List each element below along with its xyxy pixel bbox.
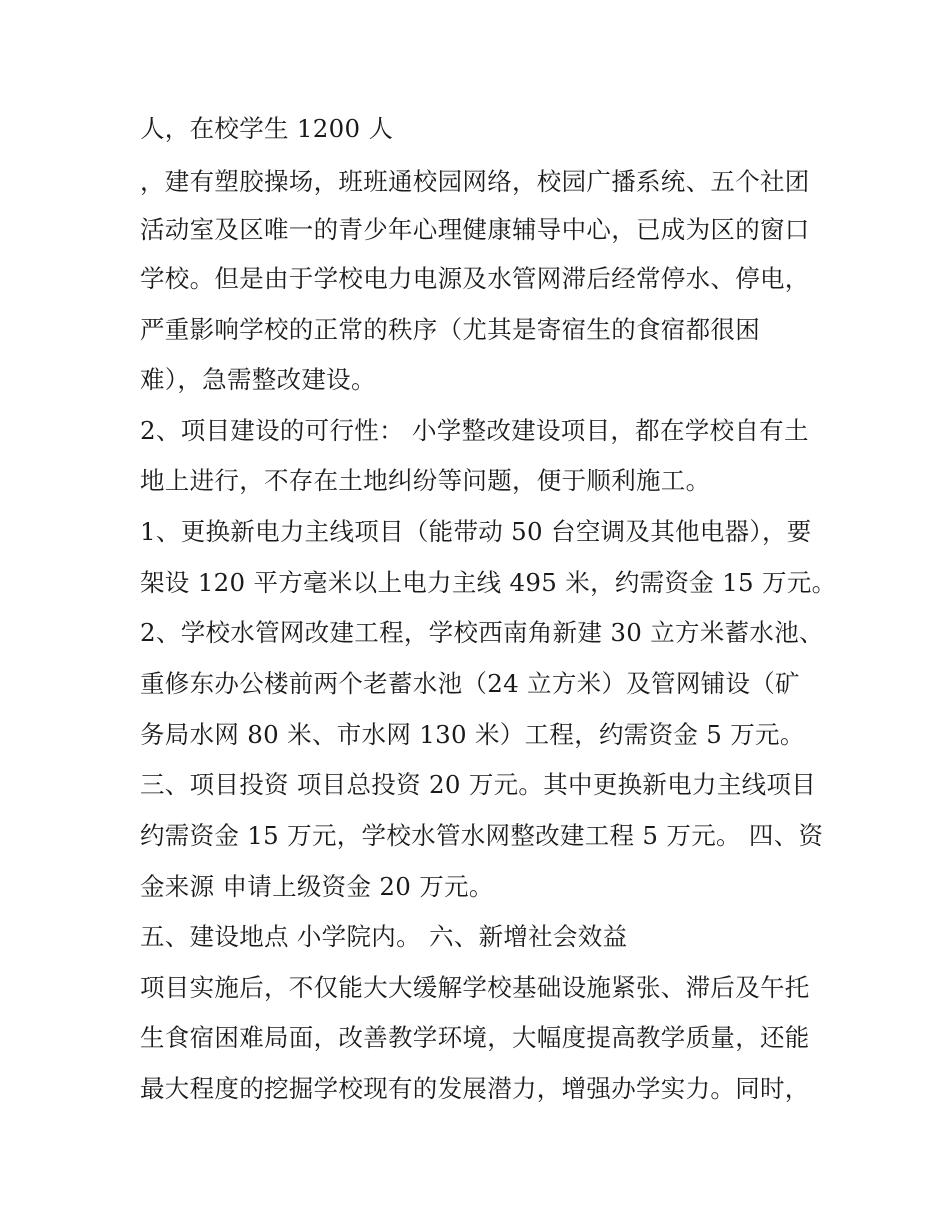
text-line: 重修东办公楼前两个老蓄水池（24 立方米）及管网铺设（矿 <box>140 669 800 698</box>
text-line: 2、项目建设的可行性： 小学整改建设项目，都在学校自有土 <box>140 416 809 445</box>
text-line: 项目实施后，不仅能大大缓解学校基础设施紧张、滞后及午托 <box>140 973 810 1002</box>
text-line: 难），急需整改建设。 <box>140 365 376 394</box>
text-line: ，建有塑胶操场，班班通校园网络，校园广播系统、五个社团 <box>140 167 810 196</box>
text-line: 2、学校水管网改建工程，学校西南角新建 30 立方米蓄水池、 <box>140 618 824 647</box>
text-line: 人，在校学生 1200 人 <box>140 114 394 143</box>
text-line: 生食宿困难局面，改善教学环境，大幅度提高教学质量，还能 <box>140 1023 810 1052</box>
text-line: 金来源 申请上级资金 20 万元。 <box>140 872 494 901</box>
text-line: 最大程度的挖掘学校现有的发展潜力，增强办学实力。同时， <box>140 1074 810 1103</box>
text-line: 活动室及区唯一的青少年心理健康辅导中心，已成为区的窗口 <box>140 215 810 244</box>
text-line: 地上进行，不存在土地纠纷等问题，便于顺利施工。 <box>140 466 711 495</box>
text-line: 约需资金 15 万元，学校水管水网整改建工程 5 万元。 四、资 <box>140 821 824 850</box>
text-line: 架设 120 平方毫米以上电力主线 495 米，约需资金 15 万元。 <box>140 568 837 597</box>
text-line: 五、建设地点 小学院内。 六、新增社会效益 <box>140 922 628 951</box>
text-line: 严重影响学校的正常的秩序（尤其是寄宿生的食宿都很困 <box>140 315 760 344</box>
text-line: 1、更换新电力主线项目（能带动 50 台空调及其他电器），要 <box>140 517 812 546</box>
text-line: 学校。但是由于学校电力电源及水管网滞后经常停水、停电， <box>140 264 810 293</box>
text-line: 三、项目投资 项目总投资 20 万元。其中更换新电力主线项目 <box>140 770 817 799</box>
text-line: 务局水网 80 米、市水网 130 米）工程，约需资金 5 万元。 <box>140 720 805 749</box>
